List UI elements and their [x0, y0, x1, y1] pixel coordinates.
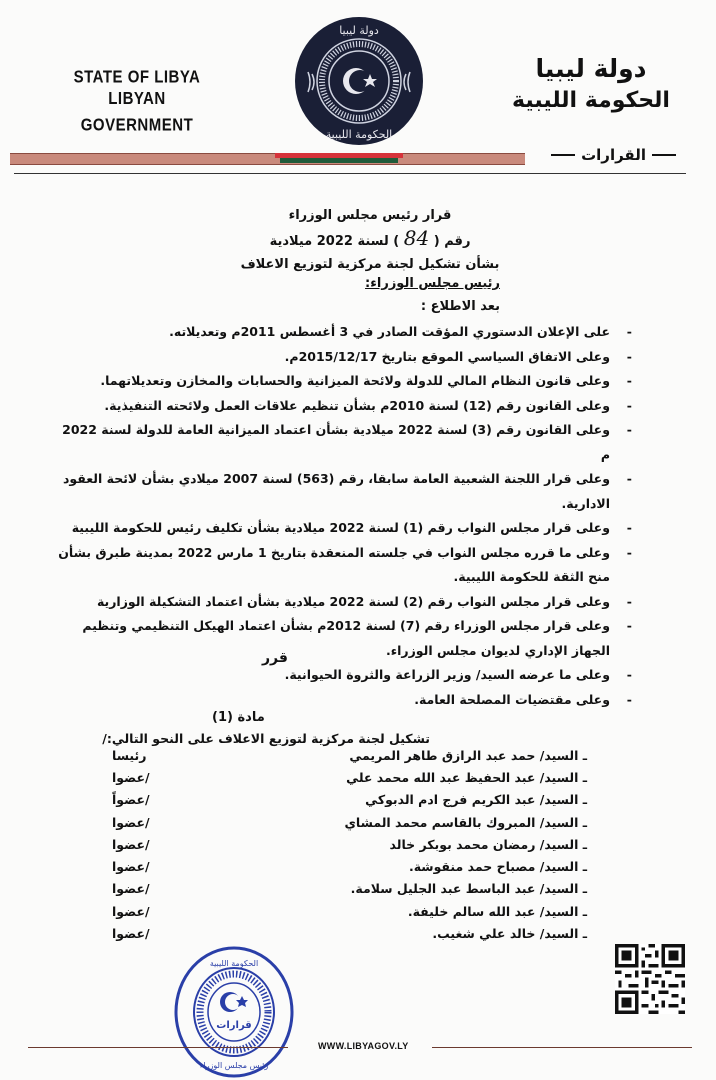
- article-heading: مادة (1): [212, 710, 265, 725]
- arabic-letterhead: [506, 52, 676, 116]
- member-name: ـ السيد/ رمضان محمد بوبكر خالد: [389, 836, 587, 852]
- committee-members: [112, 744, 587, 945]
- member-name: ـ السيد/ عبد الحفيظ عبد الله محمد علي: [346, 769, 587, 785]
- recital-item: - وعلى القانون رقم (12) لسنة 2010م بشأن تنظيم علاقات العمل ولائحته التنفيذية.: [52, 394, 632, 419]
- recital-item: - على الإعلان الدستوري المؤقت الصادر في 3 أغسطس 2011م وتعديلاته.: [52, 320, 632, 345]
- member-row: [112, 878, 587, 900]
- member-name: ـ السيد/ عبد الله سالم خليفة.: [407, 903, 587, 919]
- member-row: [112, 900, 587, 922]
- article-intro: تشكيل لجنة مركزية لتوزيع الاعلاف على النحو التالي:/: [102, 731, 430, 746]
- member-name: ـ السيد/ المبروك بالقاسم محمد المشاي: [344, 814, 587, 830]
- website-link[interactable]: WWW.LIBYAGOV.LY: [318, 1041, 409, 1051]
- member-row: [112, 811, 587, 833]
- section-label: [551, 146, 676, 164]
- svg-text:الحكومة الليبية: الحكومة الليبية: [209, 959, 259, 968]
- member-role: /عضواً: [112, 792, 150, 808]
- member-role: /عضوا: [112, 836, 150, 852]
- libyan-government-arabic: الحكومة الليبية: [512, 88, 670, 113]
- decree-title: [240, 204, 500, 276]
- english-letterhead: [62, 66, 212, 135]
- member-row: [112, 833, 587, 855]
- member-name: ـ السيد/ حمد عبد الرازق طاهر المريمي: [349, 747, 587, 763]
- state-of-libya-text: STATE OF LIBYA: [73, 67, 201, 88]
- decree-subject: بشأن تشكيل لجنة مركزية لتوزيع الاعلاف: [240, 257, 500, 272]
- member-role: /عضوا: [112, 881, 150, 897]
- recital-item: - وعلى الاتفاق السياسي الموقع بتاريخ 2015/12/17م.: [52, 345, 632, 370]
- issuer-heading: رئيس مجلس الوزراء:: [365, 276, 500, 291]
- footer-divider-right: [432, 1047, 692, 1048]
- member-name: ـ السيد/ مصباح حمد منقوشة.: [408, 859, 587, 875]
- recital-item: - وعلى القانون رقم (3) لسنة 2022 ميلادية بشأن اعتماد الميزانية العامة للدولة لسنة 2022 م: [52, 418, 632, 467]
- svg-text:قرارات: قرارات: [216, 1020, 252, 1031]
- decided-heading: قرر: [262, 650, 288, 666]
- member-role: /عضوا: [112, 814, 150, 830]
- member-row: [112, 922, 587, 944]
- member-row: [112, 744, 587, 766]
- decree-title-line1: قرار رئيس مجلس الوزراء: [288, 208, 452, 223]
- member-name: ـ السيد/ خالد علي شغيب.: [432, 926, 587, 942]
- member-name: ـ السيد/ عبد الكريم فرج ادم الدبوكي: [365, 792, 587, 808]
- member-row: [112, 766, 587, 788]
- member-role: رئيسا: [112, 747, 147, 763]
- member-role: /عضوا: [112, 769, 150, 785]
- decree-number-line: رقم ( 84 ) لسنة 2022 ميلادية: [269, 226, 471, 250]
- recital-item: - وعلى مقتضيات المصلحة العامة.: [52, 688, 632, 713]
- section-label-text: القرارات: [581, 146, 646, 164]
- member-role: /عضوا: [112, 859, 150, 875]
- member-row: [112, 789, 587, 811]
- header-band: [10, 153, 525, 165]
- member-row: [112, 855, 587, 877]
- flag-stripe-green: [280, 158, 398, 163]
- official-stamp-icon: [172, 944, 296, 1080]
- dash-decoration: [652, 154, 676, 156]
- recital-item: - وعلى قرار اللجنة الشعبية العامة سابقا، رقم (563) لسنة 2007 ميلادي بشأن لائحة العقود الادارية.: [52, 467, 632, 516]
- recital-item: - وعلى قانون النظام المالي للدولة ولائحة الميزانية والحسابات والمخازن وتعديلاتهما.: [52, 369, 632, 394]
- dash-decoration: [551, 154, 575, 156]
- svg-text:رئيس مجلس الوزراء: رئيس مجلس الوزراء: [199, 1061, 269, 1070]
- recitals-list: [52, 320, 632, 712]
- svg-text:دولة ليبيا: دولة ليبيا: [339, 24, 379, 37]
- recital-item: - وعلى ما قرره مجلس النواب في جلسته المنعقدة بتاريخ 1 مارس 2022 بمدينة طبرق بشأن منح الثقة للحكومة الليبية.: [52, 541, 632, 590]
- recital-item: - وعلى قرار مجلس الوزراء رقم (7) لسنة 2012م بشأن اعتماد الهيكل التنظيمي وتنظيم الجهاز الإداري لديوان مجلس الوزراء.: [52, 614, 632, 663]
- header-divider: [14, 173, 686, 174]
- decree-number: 84: [403, 226, 430, 250]
- after-review-heading: بعد الاطلاع :: [420, 299, 500, 314]
- recital-item: - وعلى ما عرضه السيد/ وزير الزراعة والثروة الحيوانية.: [52, 663, 632, 688]
- state-of-libya-arabic: دولة ليبيا: [535, 54, 647, 83]
- recital-item: - وعلى قرار مجلس النواب رقم (2) لسنة 2022 ميلادية بشأن اعتماد التشكيلة الوزارية: [52, 590, 632, 615]
- member-role: /عضوا: [112, 926, 150, 942]
- qr-code-icon: [615, 944, 685, 1014]
- svg-text:الحكومة الليبية: الحكومة الليبية: [325, 128, 393, 141]
- member-role: /عضوا: [112, 903, 150, 919]
- libyan-government-text: LIBYAN GOVERNMENT: [80, 89, 194, 135]
- state-seal-icon: [292, 14, 426, 148]
- member-name: ـ السيد/ عبد الباسط عبد الجليل سلامة.: [350, 881, 587, 897]
- recital-item: - وعلى قرار مجلس النواب رقم (1) لسنة 2022 ميلادية بشأن تكليف رئيس للحكومة الليبية: [52, 516, 632, 541]
- footer-divider-left: [28, 1047, 288, 1048]
